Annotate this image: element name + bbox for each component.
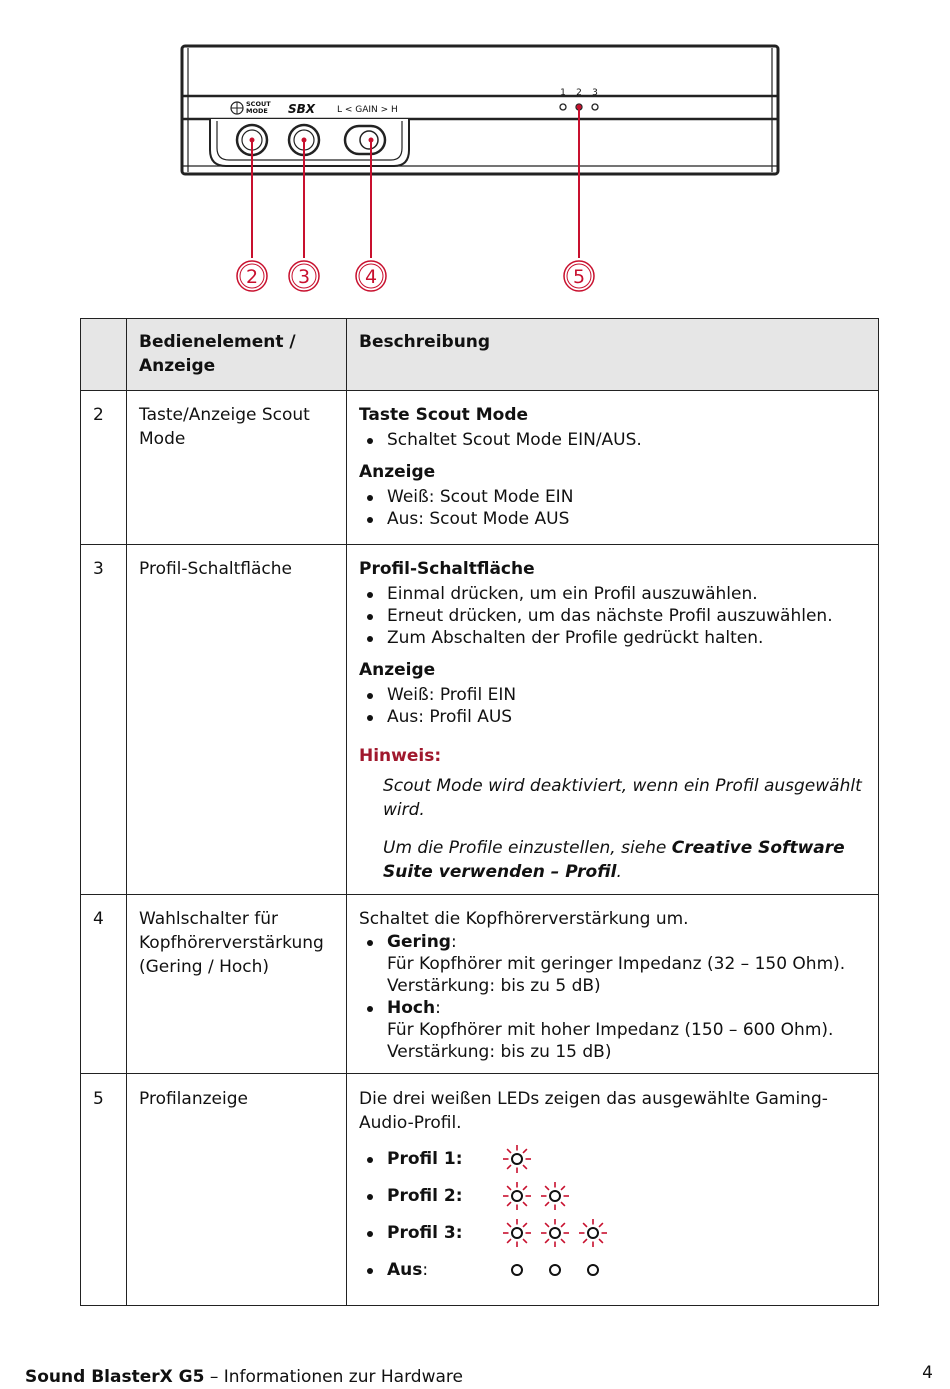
led-indicator-group xyxy=(502,1178,622,1214)
footer-section: – Informationen zur Hardware xyxy=(204,1367,463,1387)
device-front-illustration xyxy=(0,0,950,300)
profile-label: Profil 2: xyxy=(387,1186,463,1206)
led-lit-icon xyxy=(541,1219,569,1247)
led-indicator-group xyxy=(502,1252,622,1288)
table-row xyxy=(81,545,879,895)
note-label: Hinweis: xyxy=(359,746,442,766)
table-header-row xyxy=(81,319,879,391)
device-led-3 xyxy=(592,104,598,110)
svg-text:5: 5 xyxy=(572,266,586,288)
led-number-3: 3 xyxy=(592,88,598,98)
callout-4 xyxy=(356,261,386,291)
led-number-2: 2 xyxy=(576,88,582,98)
header-element: Bedienelement / Anzeige xyxy=(127,319,347,391)
led-off-icon xyxy=(512,1265,522,1275)
list-item: Einmal drücken, um ein Profil auszuwählen. xyxy=(359,583,866,605)
svg-text:4: 4 xyxy=(364,266,378,288)
subheading: Anzeige xyxy=(359,660,436,680)
page-number: 4 xyxy=(922,1363,933,1383)
led-lit-icon xyxy=(503,1219,531,1247)
bullet-list xyxy=(359,583,866,649)
row-element: Profilanzeige xyxy=(127,1074,347,1306)
scout-logo-bottom: MODE xyxy=(246,107,268,115)
profile-led-row: Aus: xyxy=(359,1258,866,1295)
row-element: Profil-Schaltfläche xyxy=(127,545,347,895)
list-item: Schaltet Scout Mode EIN/AUS. xyxy=(359,429,866,451)
list-item: Zum Abschalten der Profile gedrückt halten. xyxy=(359,627,866,649)
footer-product: Sound BlasterX G5 xyxy=(25,1367,205,1387)
row-element: Wahlschalter für Kopfhörerverstärkung (Gering / Hoch) xyxy=(127,895,347,1074)
led-off-icon xyxy=(588,1265,598,1275)
list-item: Aus: Profil AUS xyxy=(359,706,866,728)
list-item: Weiß: Profil EIN xyxy=(359,684,866,706)
list-item: Aus: Scout Mode AUS xyxy=(359,508,866,530)
row-intro: Schaltet die Kopfhörerverstärkung um. xyxy=(359,909,689,929)
list-item: Erneut drücken, um das nächste Profil auszuwählen. xyxy=(359,605,866,627)
bullet-list xyxy=(359,931,866,1063)
row-description xyxy=(347,895,879,1074)
row-number: 3 xyxy=(81,545,127,895)
list-item: Gering: Für Kopfhörer mit geringer Impedanz (32 – 150 Ohm). Verstärkung: bis zu 5 dB) xyxy=(359,931,866,997)
row-number: 5 xyxy=(81,1074,127,1306)
list-item: Hoch: Für Kopfhörer mit hoher Impedanz (150 – 600 Ohm). Verstärkung: bis zu 15 dB) xyxy=(359,997,866,1063)
row-element: Taste/Anzeige Scout Mode xyxy=(127,391,347,545)
led-lit-icon xyxy=(541,1182,569,1210)
led-lit-icon xyxy=(579,1219,607,1247)
page-footer xyxy=(25,1365,463,1389)
row-description xyxy=(347,1074,879,1306)
svg-text:3: 3 xyxy=(297,266,311,288)
profile-led-list xyxy=(359,1147,866,1295)
header-description: Beschreibung xyxy=(347,319,879,391)
led-lit-icon xyxy=(503,1145,531,1173)
led-lit-icon xyxy=(503,1182,531,1210)
table-row xyxy=(81,895,879,1074)
gain-switch xyxy=(345,126,385,154)
profile-label: Profil 3: xyxy=(387,1223,463,1243)
row-intro: Die drei weißen LEDs zeigen das ausgewählte Gaming-Audio-Profil. xyxy=(359,1089,828,1133)
led-number-1: 1 xyxy=(560,88,566,98)
table-row xyxy=(81,1074,879,1306)
table-row xyxy=(81,391,879,545)
sbx-logo: SBX xyxy=(288,102,316,116)
row-number: 2 xyxy=(81,391,127,545)
profile-label: Aus xyxy=(387,1260,423,1280)
scout-mode-logo xyxy=(231,100,271,115)
note-link-subsection: Profil xyxy=(565,862,617,882)
bullet-list xyxy=(359,684,866,728)
callout-5 xyxy=(564,261,594,291)
bullet-list xyxy=(359,429,866,451)
row-number: 4 xyxy=(81,895,127,1074)
scout-logo-top: SCOUT xyxy=(246,100,271,108)
note-link-section: Creative Software Suite verwenden xyxy=(383,838,845,882)
list-item: Weiß: Scout Mode EIN xyxy=(359,486,866,508)
device-led-1 xyxy=(560,104,566,110)
gain-label: L < GAIN > H xyxy=(337,105,398,115)
callout-2 xyxy=(237,261,267,291)
bullet-list xyxy=(359,486,866,530)
subheading: Taste Scout Mode xyxy=(359,405,529,425)
svg-text:2: 2 xyxy=(245,266,259,288)
row-description xyxy=(347,545,879,895)
controls-table xyxy=(80,318,879,1306)
callout-3 xyxy=(289,261,319,291)
subheading: Anzeige xyxy=(359,462,436,482)
note-text: Scout Mode wird deaktiviert, wenn ein Profil ausgewählt wird. xyxy=(383,776,862,820)
subheading: Profil-Schaltfläche xyxy=(359,559,535,579)
row-description xyxy=(347,391,879,545)
header-num xyxy=(81,319,127,391)
led-off-icon xyxy=(550,1265,560,1275)
led-indicator-group xyxy=(502,1215,622,1251)
led-indicator-group xyxy=(502,1141,622,1177)
profile-label: Profil 1: xyxy=(387,1149,463,1169)
note-reference: Um die Profile einzustellen, siehe Creative Software Suite verwenden – Profil. xyxy=(383,838,845,882)
